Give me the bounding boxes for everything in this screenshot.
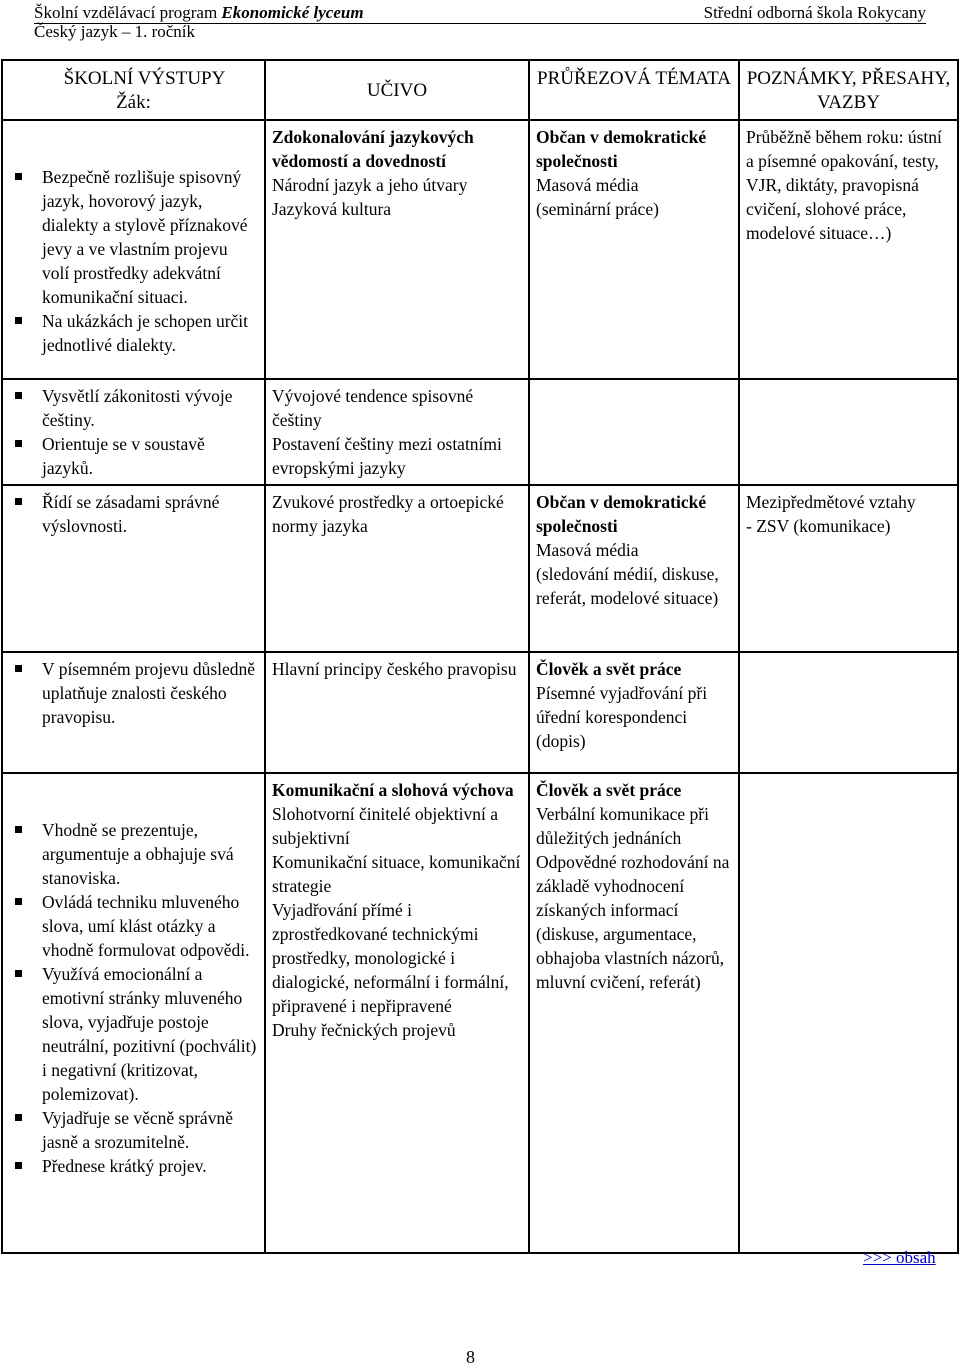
col-header-outcomes-sub: Žák: bbox=[116, 92, 151, 113]
content-heading: Zdokonalování jazykových vědomostí a dovedností bbox=[272, 127, 474, 171]
outcome-item: Bezpečně rozlišuje spisovný jazyk, hovorový jazyk, dialekty a stylově příznakové jevy a ve vlastním projevu volí prostředky adekvátní komunikační situaci. bbox=[9, 165, 258, 309]
content-cell bbox=[265, 485, 529, 652]
content-line: Hlavní principy českého pravopisu bbox=[272, 659, 517, 679]
theme-line: Masová média bbox=[536, 540, 639, 560]
col-header-content-title: UČIVO bbox=[366, 80, 428, 101]
content-line: Druhy řečnických projevů bbox=[272, 1020, 456, 1040]
outcomes-list bbox=[9, 657, 258, 729]
curriculum-table bbox=[1, 59, 959, 1254]
header-school: Střední odborná škola Rokycany bbox=[703, 3, 926, 22]
content-line: Zvukové prostředky a ortoepické normy jazyka bbox=[272, 492, 504, 536]
notes-cell bbox=[739, 379, 958, 485]
header-program bbox=[34, 3, 364, 23]
notes-line: - ZSV (komunikace) bbox=[746, 516, 891, 536]
content-cell bbox=[265, 120, 529, 379]
theme-line: (seminární práce) bbox=[536, 199, 659, 219]
outcome-item: Vysvětlí zákonitosti vývoje češtiny. bbox=[9, 384, 258, 432]
outcome-item: Orientuje se v soustavě jazyků. bbox=[9, 432, 258, 480]
outcomes-list bbox=[9, 490, 258, 538]
outcome-item: Využívá emocionální a emotivní stránky mluveného slova, vyjadřuje postoje neutrální, pozitivní (pochválit) i negativní (kritizovat, polemizovat). bbox=[9, 962, 258, 1106]
theme-line: Masová média bbox=[536, 175, 639, 195]
page-number: 8 bbox=[466, 1347, 475, 1367]
notes-text: Průběžně během roku: ústní a písemné opakování, testy, VJR, diktáty, pravopisná cvičení, slohové práce, modelové situace…) bbox=[746, 127, 942, 243]
outcomes-list bbox=[9, 165, 258, 357]
content-cell bbox=[265, 773, 529, 1253]
header-program-prefix: Školní vzdělávací program bbox=[34, 3, 218, 22]
outcomes-cell bbox=[2, 379, 265, 485]
col-header-themes bbox=[529, 60, 739, 120]
outcome-item: Řídí se zásadami správné výslovnosti. bbox=[9, 490, 258, 538]
content-line: Postavení češtiny mezi ostatními evropskými jazyky bbox=[272, 434, 502, 478]
notes-cell bbox=[739, 485, 958, 652]
content-line: Jazyková kultura bbox=[272, 199, 392, 219]
theme-cell bbox=[529, 379, 739, 485]
outcomes-cell bbox=[2, 773, 265, 1253]
col-header-notes bbox=[739, 60, 958, 120]
content-line: Slohotvorní činitelé objektivní a subjektivní bbox=[272, 804, 499, 848]
content-line: Národní jazyk a jeho útvary bbox=[272, 175, 468, 195]
outcomes-list bbox=[9, 818, 258, 1178]
col-header-outcomes bbox=[2, 60, 265, 120]
outcome-item: Přednese krátký projev. bbox=[9, 1154, 258, 1178]
theme-cell bbox=[529, 652, 739, 773]
notes-cell bbox=[739, 773, 958, 1253]
col-header-themes-title: PRŮŘEZOVÁ TÉMATA bbox=[537, 68, 731, 89]
content-line: Komunikační situace, komunikační strategie bbox=[272, 852, 521, 896]
outcomes-cell bbox=[2, 652, 265, 773]
outcome-item: Vyjadřuje se věcně správně jasně a srozumitelně. bbox=[9, 1106, 258, 1154]
theme-line: (diskuse, argumentace, obhajoba vlastních názorů, mluvní cvičení, referát) bbox=[536, 924, 725, 992]
content-line: Vývojové tendence spisovné češtiny bbox=[272, 386, 474, 430]
col-header-outcomes-title: ŠKOLNÍ VÝSTUPY bbox=[63, 68, 226, 89]
col-header-content bbox=[265, 60, 529, 120]
table-row bbox=[2, 485, 958, 652]
theme-line: Odpovědné rozhodování na základě vyhodnocení získaných informací bbox=[536, 852, 730, 920]
outcome-item: Vhodně se prezentuje, argumentuje a obhajuje svá stanoviska. bbox=[9, 818, 258, 890]
theme-line: Verbální komunikace při důležitých jednáních bbox=[536, 804, 710, 848]
content-line: Vyjadřování přímé i zprostředkované technickými prostředky, monologické i dialogické, neformální i formální, připravené i nepřipravené bbox=[272, 900, 509, 1016]
obsah-link[interactable]: >>> obsah bbox=[863, 1248, 936, 1267]
theme-line: (sledování médií, diskuse, referát, modelové situace) bbox=[536, 564, 719, 608]
outcome-item: Ovládá techniku mluveného slova, umí klást otázky a vhodně formulovat odpovědi. bbox=[9, 890, 258, 962]
theme-cell bbox=[529, 773, 739, 1253]
theme-line: Písemné vyjadřování při úřední korespondenci (dopis) bbox=[536, 683, 708, 751]
content-cell bbox=[265, 652, 529, 773]
notes-line: Mezipředmětové vztahy bbox=[746, 492, 916, 512]
table-row bbox=[2, 120, 958, 379]
content-cell bbox=[265, 379, 529, 485]
notes-cell bbox=[739, 652, 958, 773]
table-row bbox=[2, 379, 958, 485]
col-header-notes-title: POZNÁMKY, PŘESAHY, VAZBY bbox=[746, 68, 951, 113]
page-header bbox=[34, 3, 926, 24]
notes-cell bbox=[739, 120, 958, 379]
theme-cell bbox=[529, 485, 739, 652]
table-row bbox=[2, 773, 958, 1253]
header-program-name: Ekonomické lyceum bbox=[221, 3, 364, 22]
theme-heading: Občan v demokratické společnosti bbox=[536, 127, 707, 171]
theme-heading: Člověk a svět práce bbox=[536, 659, 682, 679]
theme-heading: Člověk a svět práce bbox=[536, 780, 682, 800]
outcomes-cell bbox=[2, 485, 265, 652]
table-header-row bbox=[2, 60, 958, 120]
outcomes-list bbox=[9, 384, 258, 480]
outcomes-cell bbox=[2, 120, 265, 379]
content-heading: Komunikační a slohová výchova bbox=[272, 780, 514, 800]
theme-heading: Občan v demokratické společnosti bbox=[536, 492, 707, 536]
header-subject: Český jazyk – 1. ročník bbox=[34, 22, 195, 41]
theme-cell bbox=[529, 120, 739, 379]
table-row bbox=[2, 652, 958, 773]
outcome-item: V písemném projevu důsledně uplatňuje znalosti českého pravopisu. bbox=[9, 657, 258, 729]
outcome-item: Na ukázkách je schopen určit jednotlivé dialekty. bbox=[9, 309, 258, 357]
